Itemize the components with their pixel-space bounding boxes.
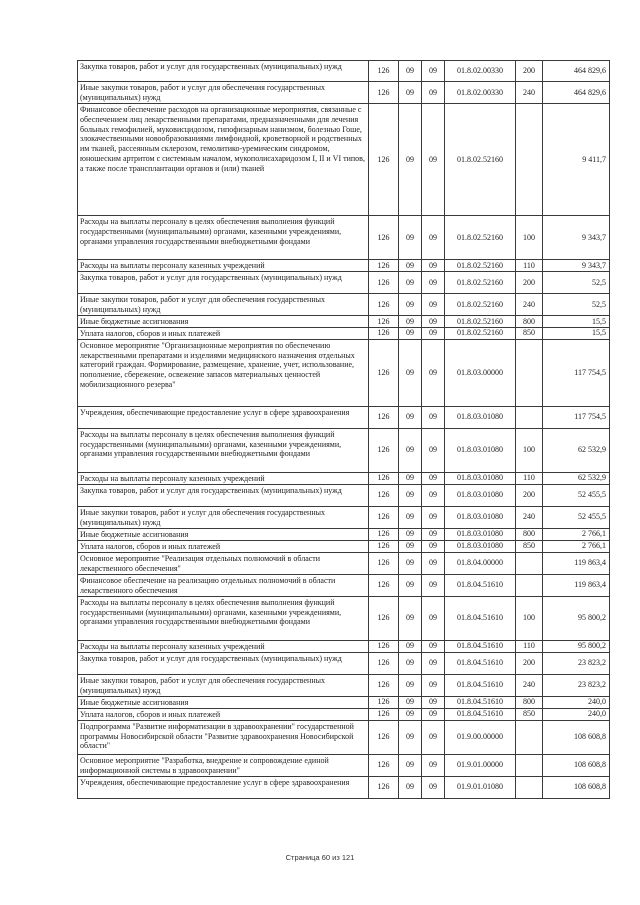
rz-code: 09 [399, 260, 422, 272]
vr-code: 110 [516, 472, 543, 484]
table-row [78, 316, 610, 328]
row-sum: 23 823,2 [543, 674, 610, 696]
rz-code: 09 [399, 339, 422, 406]
row-name: Учреждения, обеспечивающие предоставление услуг в сфере здравоохранения [78, 776, 369, 798]
csr-code: 01.8.04.51610 [445, 708, 516, 720]
table-row [78, 754, 610, 776]
row-name: Финансовое обеспечение на реализацию отдельных полномочий в области лекарственного обеспечения [78, 574, 369, 596]
rz-code: 09 [399, 552, 422, 574]
ved-code: 126 [369, 339, 399, 406]
csr-code: 01.8.03.01080 [445, 528, 516, 540]
csr-code: 01.8.03.01080 [445, 472, 516, 484]
pr-code: 09 [422, 776, 445, 798]
ved-code: 126 [369, 652, 399, 674]
vr-code: 850 [516, 327, 543, 339]
pr-code: 09 [422, 484, 445, 506]
ved-code: 126 [369, 260, 399, 272]
csr-code: 01.8.02.52160 [445, 104, 516, 216]
pr-code: 09 [422, 754, 445, 776]
row-name: Уплата налогов, сборов и иных платежей [78, 327, 369, 339]
table-row [78, 720, 610, 754]
ved-code: 126 [369, 720, 399, 754]
pr-code: 09 [422, 406, 445, 428]
ved-code: 126 [369, 674, 399, 696]
pr-code: 09 [422, 294, 445, 316]
row-name: Иные бюджетные ассигнования [78, 696, 369, 708]
table-row [78, 61, 610, 82]
vr-code: 240 [516, 294, 543, 316]
table-row [78, 260, 610, 272]
vr-code: 800 [516, 528, 543, 540]
row-name: Иные закупки товаров, работ и услуг для обеспечения государственных (муниципальных) нужд [78, 674, 369, 696]
pr-code: 09 [422, 506, 445, 528]
vr-code: 240 [516, 506, 543, 528]
rz-code: 09 [399, 754, 422, 776]
ved-code: 126 [369, 506, 399, 528]
table-row [78, 506, 610, 528]
vr-code [516, 552, 543, 574]
vr-code: 110 [516, 640, 543, 652]
rz-code: 09 [399, 776, 422, 798]
csr-code: 01.8.03.01080 [445, 428, 516, 472]
row-name: Расходы на выплаты персоналу в целях обеспечения выполнения функций государственными (муниципальными) органами, казенными учреждениями, органами управления государственными внебюджетными фондами [78, 428, 369, 472]
row-sum: 9 343,7 [543, 216, 610, 260]
row-name: Иные закупки товаров, работ и услуг для обеспечения государственных (муниципальных) нужд [78, 82, 369, 104]
pr-code: 09 [422, 708, 445, 720]
pr-code: 09 [422, 596, 445, 640]
row-name: Основное мероприятие "Организационные мероприятия по обеспечению лекарственными препаратами и изделиями медицинского назначения отдельных категорий граждан. Формирование, размещение, хранение, учет, использование, пополнение, сбережение, освежение запасов материальных ценностей мобилизационного резерва" [78, 339, 369, 406]
vr-code: 240 [516, 82, 543, 104]
table-row [78, 708, 610, 720]
rz-code: 09 [399, 428, 422, 472]
vr-code: 200 [516, 61, 543, 82]
budget-table [77, 60, 610, 799]
vr-code: 100 [516, 216, 543, 260]
table-row [78, 674, 610, 696]
ved-code: 126 [369, 82, 399, 104]
pr-code: 09 [422, 316, 445, 328]
pr-code: 09 [422, 428, 445, 472]
rz-code: 09 [399, 316, 422, 328]
ved-code: 126 [369, 640, 399, 652]
row-sum: 2 766,1 [543, 528, 610, 540]
csr-code: 01.8.02.52160 [445, 316, 516, 328]
pr-code: 09 [422, 472, 445, 484]
pr-code: 09 [422, 82, 445, 104]
row-sum: 52 455,5 [543, 484, 610, 506]
row-name: Основное мероприятие "Реализация отдельных полномочий в области лекарственного обеспечения" [78, 552, 369, 574]
row-name: Закупка товаров, работ и услуг для государственных (муниципальных) нужд [78, 652, 369, 674]
csr-code: 01.8.02.00330 [445, 82, 516, 104]
row-name: Расходы на выплаты персоналу казенных учреждений [78, 260, 369, 272]
vr-code: 850 [516, 708, 543, 720]
pr-code: 09 [422, 696, 445, 708]
rz-code: 09 [399, 696, 422, 708]
ved-code: 126 [369, 272, 399, 294]
row-sum: 62 532,9 [543, 428, 610, 472]
ved-code: 126 [369, 528, 399, 540]
ved-code: 126 [369, 754, 399, 776]
vr-code [516, 776, 543, 798]
csr-code: 01.8.03.01080 [445, 540, 516, 552]
row-name: Расходы на выплаты персоналу казенных учреждений [78, 472, 369, 484]
csr-code: 01.8.04.51610 [445, 674, 516, 696]
table-row [78, 294, 610, 316]
table-body [78, 61, 610, 799]
rz-code: 09 [399, 82, 422, 104]
csr-code: 01.8.04.00000 [445, 552, 516, 574]
csr-code: 01.9.01.00000 [445, 754, 516, 776]
pr-code: 09 [422, 652, 445, 674]
row-name: Расходы на выплаты персоналу в целях обеспечения выполнения функций государственными (муниципальными) органами, казенными учреждениями, органами управления государственными внебюджетными фондами [78, 596, 369, 640]
rz-code: 09 [399, 708, 422, 720]
pr-code: 09 [422, 540, 445, 552]
table-row [78, 406, 610, 428]
table-row [78, 484, 610, 506]
pr-code: 09 [422, 216, 445, 260]
vr-code [516, 720, 543, 754]
rz-code: 09 [399, 640, 422, 652]
csr-code: 01.8.03.01080 [445, 506, 516, 528]
row-name: Закупка товаров, работ и услуг для государственных (муниципальных) нужд [78, 484, 369, 506]
row-name: Уплата налогов, сборов и иных платежей [78, 540, 369, 552]
vr-code: 850 [516, 540, 543, 552]
row-name: Подпрограмма "Развитие информатизации в здравоохранении" государственной программы Новосибирской области "Развитие здравоохранения Новосибирской области" [78, 720, 369, 754]
ved-code: 126 [369, 327, 399, 339]
table-row [78, 104, 610, 216]
pr-code: 09 [422, 104, 445, 216]
vr-code: 240 [516, 674, 543, 696]
row-sum: 95 800,2 [543, 640, 610, 652]
row-sum: 52,5 [543, 294, 610, 316]
row-name: Закупка товаров, работ и услуг для государственных (муниципальных) нужд [78, 272, 369, 294]
csr-code: 01.8.02.52160 [445, 272, 516, 294]
table-row [78, 339, 610, 406]
csr-code: 01.8.02.52160 [445, 260, 516, 272]
pr-code: 09 [422, 674, 445, 696]
table-row [78, 528, 610, 540]
pr-code: 09 [422, 61, 445, 82]
rz-code: 09 [399, 652, 422, 674]
pr-code: 09 [422, 272, 445, 294]
row-name: Финансовое обеспечение расходов на организационные мероприятия, связанные с обеспечением лиц лекарственными препаратами, предназначенными для лечения больных гемофилией, муковисцидозом, гипофизарным нанизмом, болезнью Гоше, злокачественными новообразованиями лимфоидной, кроветворной и родственных им тканей, рассеянным склерозом, гемолитико-уремическим синдромом, юношеским артритом с системным началом, мукополисахаридозом I, II и VI типов, а также после трансплантации органов и (или) тканей [78, 104, 369, 216]
vr-code: 110 [516, 260, 543, 272]
vr-code [516, 104, 543, 216]
vr-code: 100 [516, 428, 543, 472]
row-sum: 119 863,4 [543, 574, 610, 596]
table-row [78, 596, 610, 640]
row-sum: 117 754,5 [543, 339, 610, 406]
vr-code [516, 574, 543, 596]
row-sum: 9 343,7 [543, 260, 610, 272]
csr-code: 01.8.02.00330 [445, 61, 516, 82]
rz-code: 09 [399, 596, 422, 640]
pr-code: 09 [422, 327, 445, 339]
rz-code: 09 [399, 540, 422, 552]
vr-code [516, 406, 543, 428]
vr-code [516, 754, 543, 776]
row-sum: 2 766,1 [543, 540, 610, 552]
row-sum: 108 608,8 [543, 776, 610, 798]
ved-code: 126 [369, 316, 399, 328]
rz-code: 09 [399, 104, 422, 216]
table-row [78, 574, 610, 596]
row-sum: 95 800,2 [543, 596, 610, 640]
vr-code: 200 [516, 272, 543, 294]
row-name: Иные закупки товаров, работ и услуг для обеспечения государственных (муниципальных) нужд [78, 294, 369, 316]
table-row [78, 216, 610, 260]
page-number: Страница 60 из 121 [285, 853, 355, 862]
pr-code: 09 [422, 640, 445, 652]
ved-code: 126 [369, 61, 399, 82]
rz-code: 09 [399, 506, 422, 528]
rz-code: 09 [399, 674, 422, 696]
row-sum: 9 411,7 [543, 104, 610, 216]
ved-code: 126 [369, 596, 399, 640]
row-name: Закупка товаров, работ и услуг для государственных (муниципальных) нужд [78, 61, 369, 82]
csr-code: 01.9.00.00000 [445, 720, 516, 754]
row-sum: 464 829,6 [543, 61, 610, 82]
row-sum: 52,5 [543, 272, 610, 294]
ved-code: 126 [369, 696, 399, 708]
row-sum: 52 455,5 [543, 506, 610, 528]
table-row [78, 640, 610, 652]
rz-code: 09 [399, 327, 422, 339]
row-sum: 62 532,9 [543, 472, 610, 484]
row-sum: 23 823,2 [543, 652, 610, 674]
pr-code: 09 [422, 720, 445, 754]
rz-code: 09 [399, 574, 422, 596]
ved-code: 126 [369, 472, 399, 484]
vr-code: 100 [516, 596, 543, 640]
pr-code: 09 [422, 339, 445, 406]
csr-code: 01.9.01.01080 [445, 776, 516, 798]
row-name: Учреждения, обеспечивающие предоставление услуг в сфере здравоохранения [78, 406, 369, 428]
ved-code: 126 [369, 484, 399, 506]
table-row [78, 82, 610, 104]
csr-code: 01.8.04.51610 [445, 574, 516, 596]
csr-code: 01.8.02.52160 [445, 216, 516, 260]
row-name: Расходы на выплаты персоналу в целях обеспечения выполнения функций государственными (муниципальными) органами, казенными учреждениями, органами управления государственными внебюджетными фондами [78, 216, 369, 260]
ved-code: 126 [369, 552, 399, 574]
csr-code: 01.8.04.51610 [445, 640, 516, 652]
ved-code: 126 [369, 406, 399, 428]
row-sum: 108 608,8 [543, 720, 610, 754]
ved-code: 126 [369, 104, 399, 216]
vr-code: 200 [516, 652, 543, 674]
vr-code: 800 [516, 696, 543, 708]
pr-code: 09 [422, 260, 445, 272]
row-name: Иные бюджетные ассигнования [78, 316, 369, 328]
vr-code: 200 [516, 484, 543, 506]
pr-code: 09 [422, 552, 445, 574]
pr-code: 09 [422, 528, 445, 540]
csr-code: 01.8.03.00000 [445, 339, 516, 406]
pr-code: 09 [422, 574, 445, 596]
vr-code: 800 [516, 316, 543, 328]
table-row [78, 540, 610, 552]
row-sum: 117 754,5 [543, 406, 610, 428]
vr-code [516, 339, 543, 406]
row-name: Основное мероприятие "Разработка, внедрение и сопровождение единой информационной системы в здравоохранении" [78, 754, 369, 776]
csr-code: 01.8.03.01080 [445, 484, 516, 506]
rz-code: 09 [399, 528, 422, 540]
row-sum: 464 829,6 [543, 82, 610, 104]
row-sum: 15,5 [543, 316, 610, 328]
rz-code: 09 [399, 61, 422, 82]
row-sum: 108 608,8 [543, 754, 610, 776]
rz-code: 09 [399, 472, 422, 484]
ved-code: 126 [369, 708, 399, 720]
rz-code: 09 [399, 216, 422, 260]
csr-code: 01.8.02.52160 [445, 327, 516, 339]
rz-code: 09 [399, 484, 422, 506]
table-row [78, 696, 610, 708]
ved-code: 126 [369, 428, 399, 472]
row-sum: 240,0 [543, 708, 610, 720]
rz-code: 09 [399, 294, 422, 316]
row-sum: 240,0 [543, 696, 610, 708]
rz-code: 09 [399, 720, 422, 754]
table-row [78, 552, 610, 574]
csr-code: 01.8.04.51610 [445, 652, 516, 674]
table-row [78, 428, 610, 472]
row-name: Иные закупки товаров, работ и услуг для обеспечения государственных (муниципальных) нужд [78, 506, 369, 528]
csr-code: 01.8.02.52160 [445, 294, 516, 316]
ved-code: 126 [369, 776, 399, 798]
ved-code: 126 [369, 216, 399, 260]
row-name: Уплата налогов, сборов и иных платежей [78, 708, 369, 720]
ved-code: 126 [369, 294, 399, 316]
csr-code: 01.8.04.51610 [445, 596, 516, 640]
table-row [78, 652, 610, 674]
row-sum: 15,5 [543, 327, 610, 339]
row-name: Расходы на выплаты персоналу казенных учреждений [78, 640, 369, 652]
table-row [78, 776, 610, 798]
table-row [78, 327, 610, 339]
row-sum: 119 863,4 [543, 552, 610, 574]
table-row [78, 272, 610, 294]
table-row [78, 472, 610, 484]
rz-code: 09 [399, 272, 422, 294]
row-name: Иные бюджетные ассигнования [78, 528, 369, 540]
csr-code: 01.8.03.01080 [445, 406, 516, 428]
csr-code: 01.8.04.51610 [445, 696, 516, 708]
rz-code: 09 [399, 406, 422, 428]
ved-code: 126 [369, 540, 399, 552]
ved-code: 126 [369, 574, 399, 596]
